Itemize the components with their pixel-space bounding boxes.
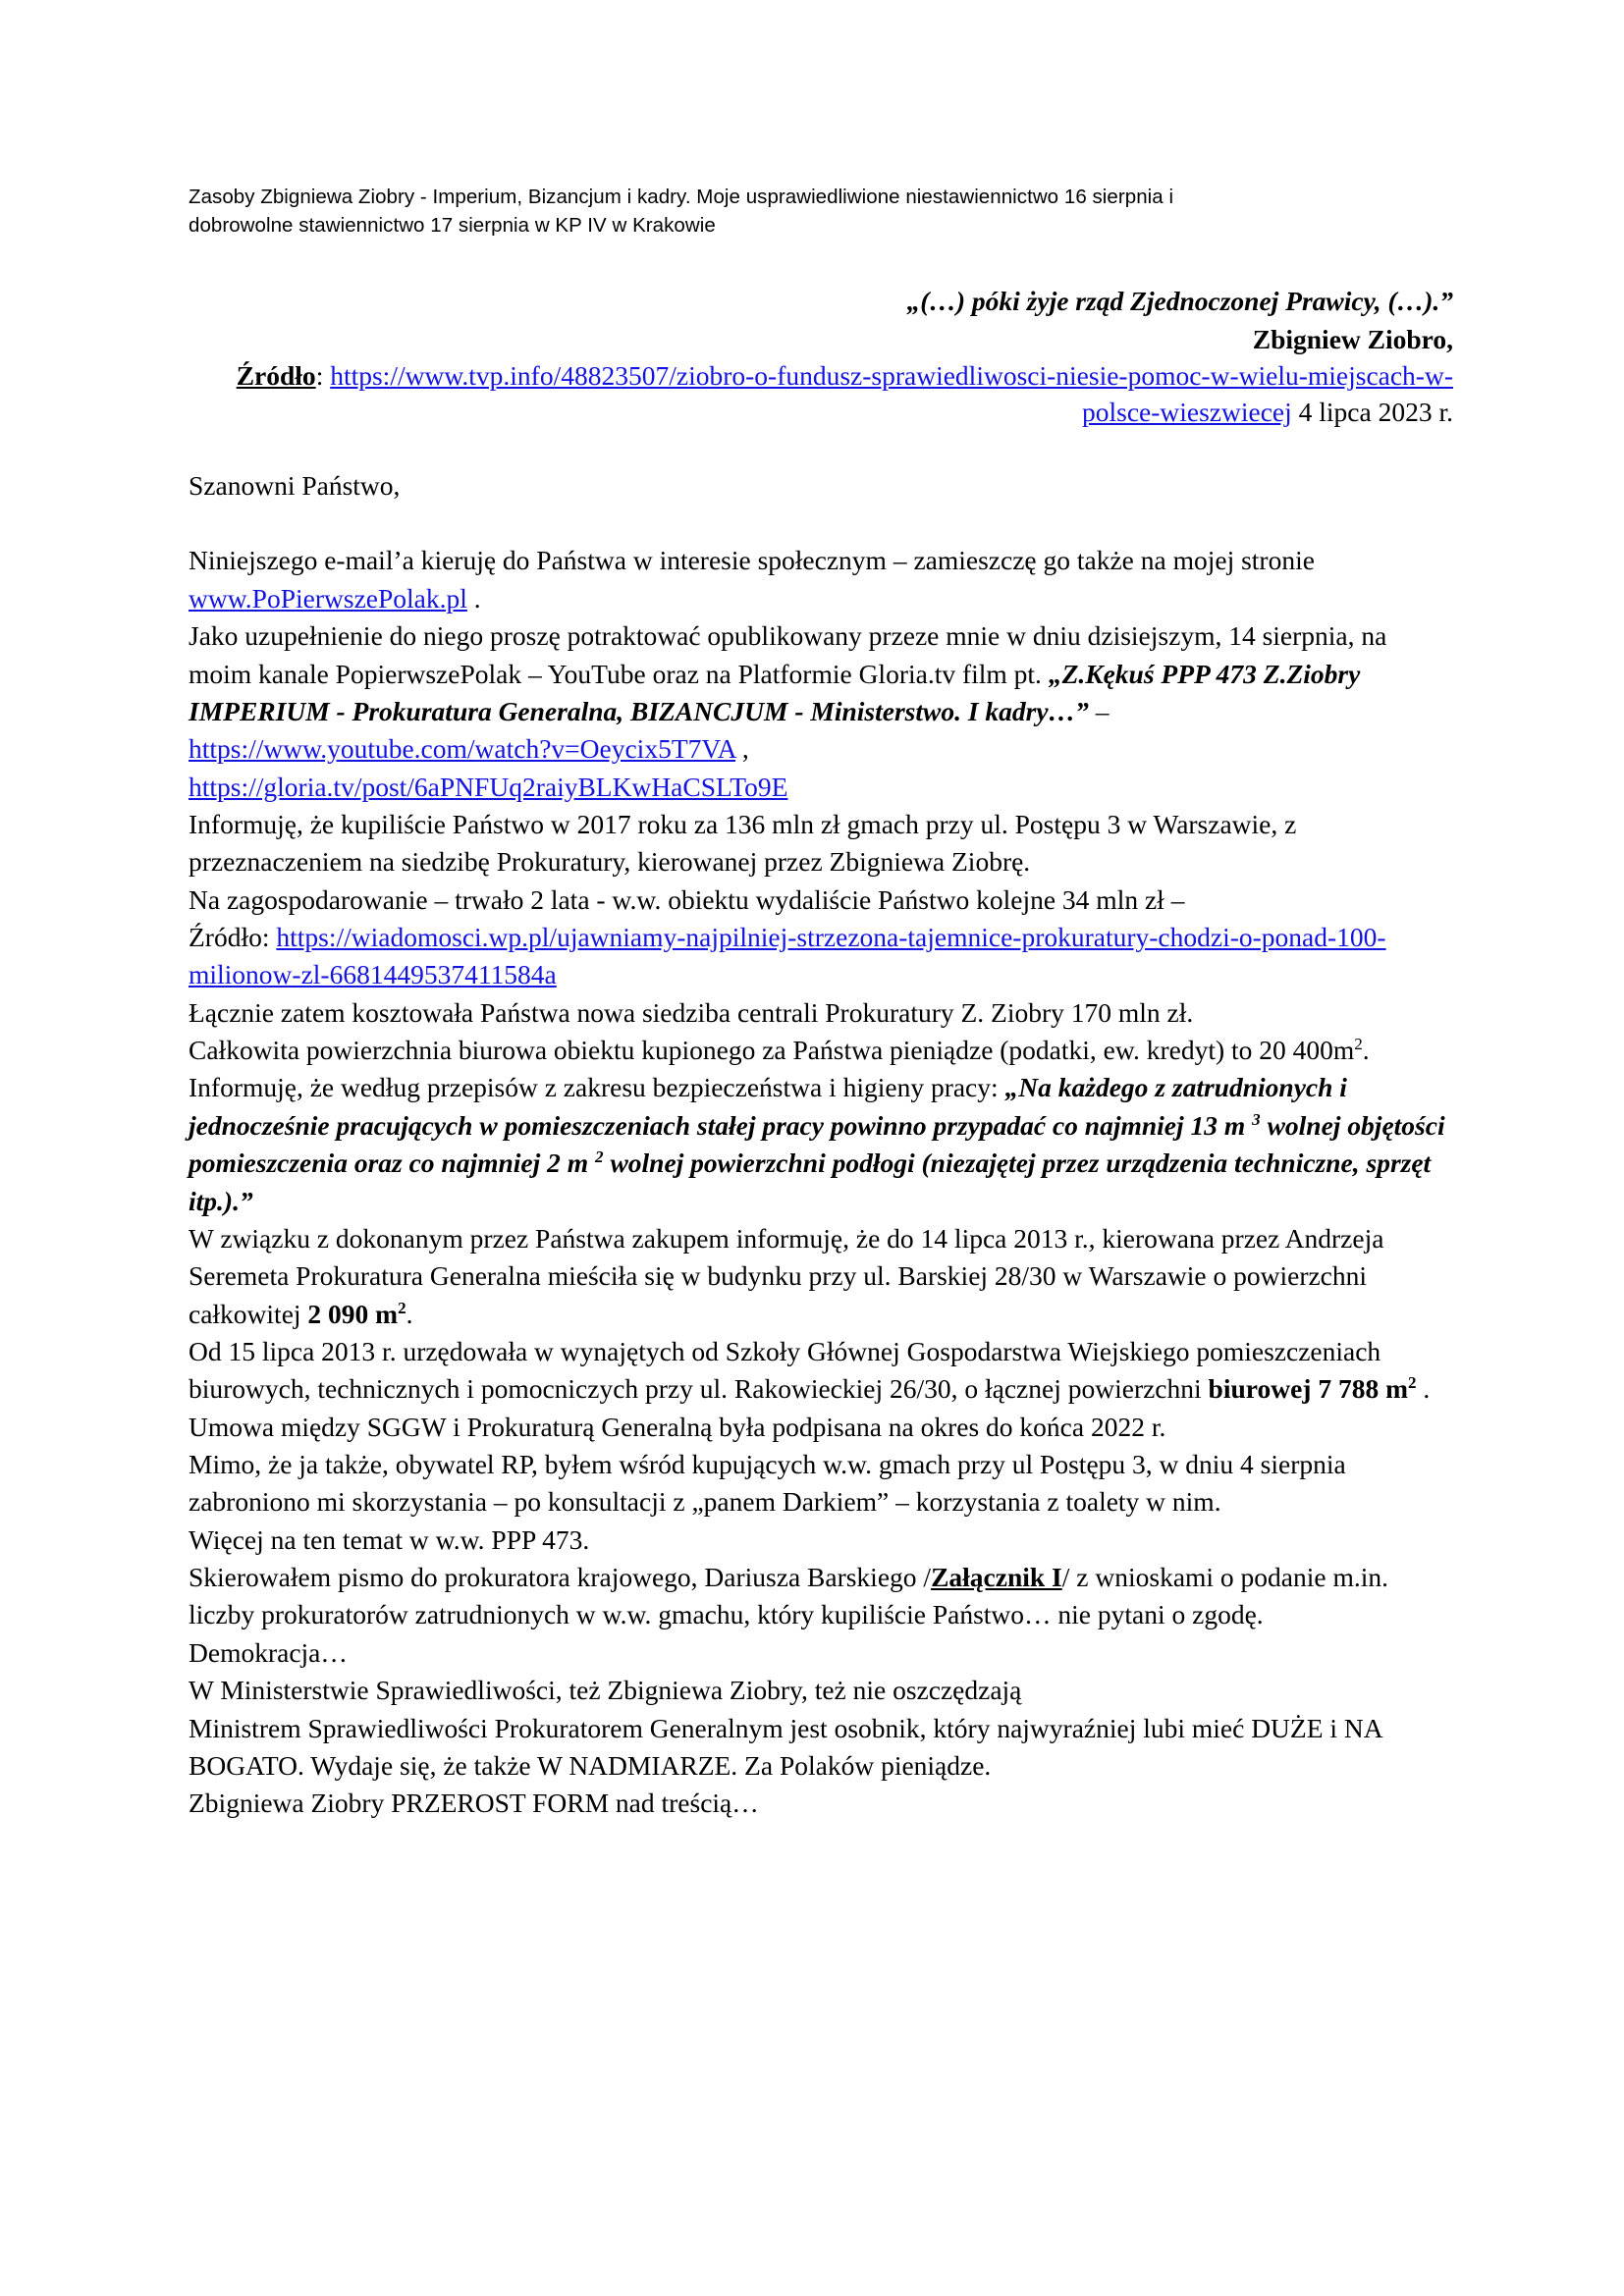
paragraph-area	[189, 1032, 1453, 1069]
epigraph-author: Zbigniew Ziobro	[1252, 323, 1447, 354]
bhp-quote-part-1: „Na każdego z zatrudnionych i jednocześnie pracujących w pomieszczeniach stałej pracy powinno przypadać co najmniej 13 m	[189, 1072, 1347, 1141]
paragraph-ministerstwo: W Ministerstwie Sprawiedliwości, też Zbigniewa Ziobry, też nie oszczędzają	[189, 1675, 1022, 1706]
paragraph-wiecej: Więcej na ten temat w w.w. PPP 473.	[189, 1523, 590, 1555]
bhp-superscript-2: 2	[595, 1148, 604, 1167]
paragraph-total-cost: Łącznie zatem kosztowała Państwa nowa siedziba centrali Prokuratury Z. Ziobry 170 mln zł.	[189, 996, 1194, 1028]
pismo-text-after: / z wnioskami o podanie m.in. liczby prokuratorów zatrudnionych w w.w. gmachu, który kupiliście Państwo… nie pytani o zgodę.	[189, 1562, 1389, 1630]
area-superscript: 2	[1354, 1034, 1363, 1053]
source-date: 4 lipca 2023 r.	[1291, 396, 1453, 427]
barska-after: .	[406, 1298, 413, 1329]
area-text: Całkowita powierzchnia biurowa obiektu kupionego za Państwa pieniądze (podatki, ew. kredyt) to 20 400m	[189, 1035, 1355, 1066]
barska-area-value: 2 090 m	[307, 1298, 399, 1329]
paragraph-przerost: Zbigniewa Ziobry PRZEROST FORM nad treścią…	[189, 1788, 759, 1819]
paragraph-toaleta: Mimo, że ja także, obywatel RP, byłem wśród kupujących w.w. gmach przy ul Postępu 3, w dniu 4 sierpnia zabroniono mi skorzystania – po konsultacji z „panem Darkiem” – korzystania z toalety w nim.	[189, 1449, 1346, 1518]
film-title: „Z.Kękuś PPP 473 Z.Ziobry IMPERIUM - Prokuratura Generalna, BIZANCJUM - Ministerstwo. I kadry…”	[189, 658, 1361, 726]
intro-text-after: .	[466, 582, 481, 614]
link-wiadomosci-wp[interactable]: https://wiadomosci.wp.pl/ujawniamy-najpilniej-strzezona-tajemnice-prokuratury-chodzi-o-ponad-100-milionow-zl-6681449537411584a	[189, 922, 1386, 990]
film-text-before: Jako uzupełnienie do niego proszę potraktować opublikowany przeze mnie w dniu dzisiejszym, 14 sierpnia, na moim kanale PopierwszePolak – YouTube oraz na Platformie Gloria.tv film pt.	[189, 620, 1387, 689]
barska-text-before: W związku z dokonanym przez Państwa zakupem informuję, że do 14 lipca 2013 r., kierowana przez Andrzeja Seremeta Prokuratura Generalna mieściła się w budynku przy ul. Barskiej 28/30 w Warszawie o powierzchni całkowitej	[189, 1222, 1384, 1329]
epigraph-attribution	[189, 321, 1453, 358]
document-running-header	[189, 183, 1453, 240]
bhp-lead: Informuję, że według przepisów z zakresu bezpieczeństwa i higieny pracy:	[189, 1072, 1005, 1103]
paragraph-demokracja: Demokracja…	[189, 1636, 348, 1668]
source-link-tvp[interactable]: https://www.tvp.info/48823507/ziobro-o-fundusz-sprawiedliwosci-niesie-pomoc-w-	[330, 359, 1239, 391]
link-gloria-tv[interactable]: https://gloria.tv/post/6aPNFUq2raiyBLKwHaCSLTo9E	[189, 771, 788, 802]
area-after: .	[1362, 1035, 1370, 1066]
paragraph-development: Na zagospodarowanie – trwało 2 lata - w.w. obiektu wydaliście Państwo kolejne 34 mln zł –	[189, 883, 1185, 915]
barska-superscript: 2	[398, 1298, 406, 1317]
bhp-quote-part-3: wolnej powierzchni podłogi (niezajętej przez urządzenia techniczne, sprzęt itp.).”	[189, 1148, 1432, 1216]
salutation: Szanowni Państwo,	[189, 470, 401, 502]
film-dash: –	[1088, 695, 1110, 726]
paragraph-intro	[189, 542, 1453, 617]
pismo-text-before: Skierowałem pismo do prokuratora krajowego, Dariusza Barskiego /	[189, 1562, 932, 1593]
paragraph-purchase: Informuję, że kupiliście Państwo w 2017 roku za 136 mln zł gmach przy ul. Postępu 3 w Warszawie, z przeznaczeniem na siedzibę Prokuratury, kierowanej przez Zbigniewa Ziobrę.	[189, 808, 1297, 878]
source-label: Źródło	[236, 359, 316, 391]
paragraph-minister: Ministrem Sprawiedliwości Prokuratorem Generalnym jest osobnik, który najwyraźniej lubi mieć DUŻE i NA BOGATO. Wydaje się, że także W NADMIARZE. Za Polaków pieniądze.	[189, 1712, 1382, 1781]
document-content	[189, 183, 1453, 1823]
paragraph-gloria-link	[189, 769, 1453, 806]
epigraph-author-comma: ,	[1446, 323, 1453, 354]
epigraph-quote: „(…) póki żyje rząd Zjednoczonej Prawicy, (…).”	[906, 286, 1453, 317]
attachment-reference: Załącznik I	[931, 1562, 1062, 1593]
paragraph-rakowiecka	[189, 1333, 1453, 1409]
bhp-superscript-3: 3	[1252, 1109, 1261, 1129]
paragraph-film	[189, 617, 1453, 768]
link-popierwszepolak[interactable]: www.PoPierwszePolak.pl	[189, 582, 467, 614]
rakowiecka-superscript: 2	[1407, 1373, 1417, 1393]
link-youtube[interactable]: https://www.youtube.com/watch?v=Oeycix5T7VA	[189, 733, 736, 765]
document-body	[189, 283, 1453, 1822]
header-line-1: Zasoby Zbigniewa Ziobry - Imperium, Bizancjum i kadry. Moje usprawiedliwione niestawiennictwo 16 sierpnia i	[189, 186, 1174, 208]
paragraph-barska	[189, 1220, 1453, 1333]
intro-text-before: Niniejszego e-mail’a kieruję do Państwa w interesie społecznym – zamieszczę go także na mojej stronie	[189, 545, 1315, 576]
rakowiecka-text-before: Od 15 lipca 2013 r. urzędowała w wynajętych od Szkoły Głównej Gospodarstwa Wiejskiego pomieszczeniach biurowych, technicznych i pomocniczych przy ul. Rakowieckiej 26/30, o łącznej powierzchni	[189, 1335, 1381, 1405]
rakowiecka-area-value: biurowej 7 788 m	[1208, 1373, 1408, 1405]
paragraph-umowa: Umowa między SGGW i Prokuraturą Generalną była podpisana na okres do końca 2022 r.	[189, 1411, 1166, 1442]
source-colon: :	[315, 359, 331, 391]
source-link-tvp-cont[interactable]: wielu-miejscach-w-polsce-wieszwiecej	[1081, 359, 1453, 427]
source2-label: Źródło:	[189, 922, 277, 953]
rakowiecka-after: .	[1416, 1373, 1431, 1405]
paragraph-source-wp	[189, 919, 1453, 994]
header-line-2: dobrowolne stawiennictwo 17 sierpnia w KP IV w Krakowie	[189, 214, 716, 238]
epigraph-source	[189, 358, 1453, 430]
paragraph-pismo	[189, 1559, 1453, 1634]
paragraph-bhp	[189, 1069, 1453, 1219]
film-comma: ,	[735, 733, 749, 765]
bhp-quote-part-2: wolnej objętości pomieszczenia oraz co najmniej 2 m	[189, 1109, 1445, 1179]
